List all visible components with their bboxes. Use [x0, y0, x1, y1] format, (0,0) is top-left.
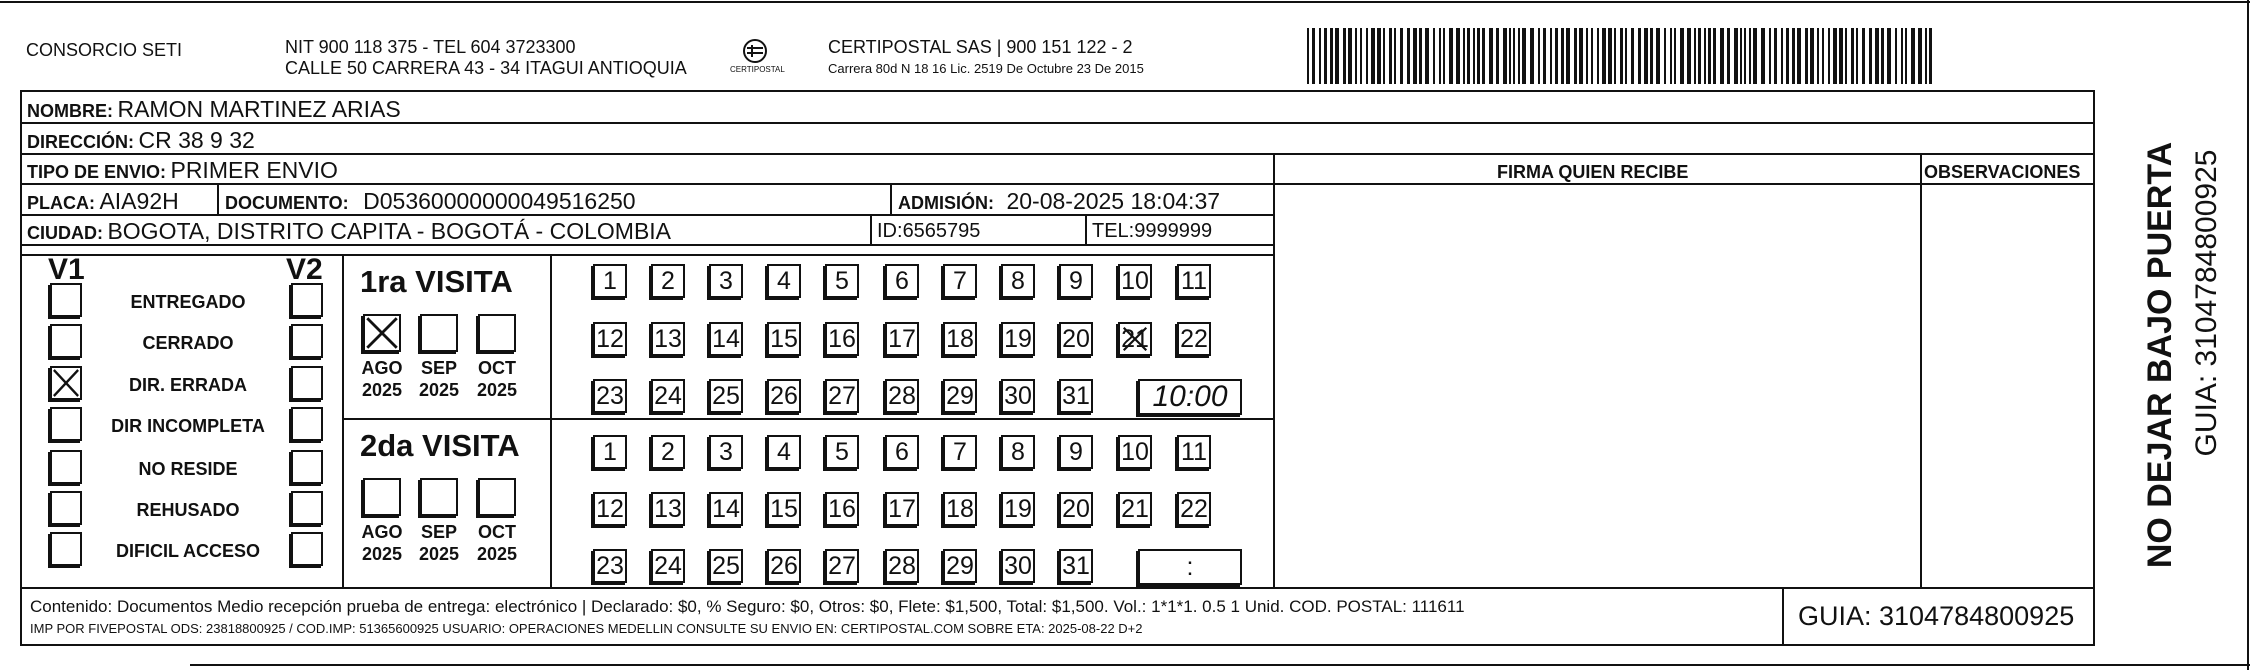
col-line — [342, 254, 344, 587]
row-line — [20, 254, 1273, 256]
visit-title: 1ra VISITA — [360, 264, 513, 299]
day-number: 27 — [828, 551, 856, 580]
nombre-field — [27, 98, 401, 121]
placa-field — [27, 190, 179, 213]
month-label: OCT 2025 — [476, 522, 518, 564]
month-label: SEP 2025 — [418, 358, 460, 400]
day-x-mark — [1122, 326, 1148, 352]
day-number: 12 — [596, 494, 624, 523]
day-number: 3 — [719, 266, 733, 295]
admision-value: 20-08-2025 18:04:37 — [1006, 188, 1221, 214]
visit-time-field[interactable]: : — [1138, 549, 1242, 585]
day-number: 14 — [712, 324, 740, 353]
col-line — [1085, 214, 1087, 244]
status-label: REHUSADO — [136, 500, 240, 520]
status-v1-checkbox[interactable] — [50, 532, 82, 566]
day-number: 17 — [888, 324, 916, 353]
day-cell[interactable] — [1001, 322, 1035, 356]
direccion-label: DIRECCIÓN: — [27, 132, 134, 152]
day-cell[interactable] — [593, 264, 627, 298]
day-number: 3 — [719, 437, 733, 466]
visit-separator — [342, 418, 1273, 420]
day-cell[interactable] — [1001, 264, 1035, 298]
day-number: 7 — [953, 437, 967, 466]
nit-line: NIT 900 118 375 - TEL 604 3723300 — [285, 37, 576, 57]
id-label: ID: — [877, 220, 903, 242]
status-label: DIFICIL ACCESO — [115, 541, 261, 561]
day-cell[interactable] — [885, 264, 919, 298]
direccion-value: CR 38 9 32 — [138, 127, 255, 153]
observaciones-header: OBSERVACIONES — [1924, 162, 2081, 182]
visit-title: 2da VISITA — [360, 428, 520, 463]
day-cell[interactable] — [651, 492, 685, 526]
day-number: 26 — [770, 381, 798, 410]
month-checkbox[interactable] — [420, 314, 458, 352]
month-checkbox[interactable] — [420, 478, 458, 516]
day-cell[interactable] — [709, 549, 743, 583]
day-cell[interactable] — [943, 435, 977, 469]
status-v2-checkbox[interactable] — [291, 407, 323, 441]
day-number: 11 — [1181, 437, 1207, 466]
day-cell[interactable] — [767, 379, 801, 413]
day-number: 1 — [603, 437, 617, 466]
day-cell[interactable] — [1059, 435, 1093, 469]
day-number: 21 — [1121, 324, 1149, 353]
day-number: 29 — [946, 551, 974, 580]
month-checkbox[interactable] — [363, 478, 401, 516]
day-cell[interactable] — [1118, 264, 1152, 298]
admision-field — [898, 190, 1220, 213]
day-number: 23 — [596, 551, 624, 580]
day-cell[interactable] — [825, 264, 859, 298]
row-line — [20, 244, 1273, 246]
day-cell[interactable] — [593, 492, 627, 526]
month-label: SEP 2025 — [418, 522, 460, 564]
col-line — [1782, 587, 1784, 644]
status-v2-checkbox[interactable] — [291, 532, 323, 566]
day-number: 2 — [661, 437, 675, 466]
status-v2-checkbox[interactable] — [291, 324, 323, 358]
status-label: ENTREGADO — [130, 292, 246, 312]
status-v1-checkbox[interactable] — [50, 283, 82, 317]
day-number: 31 — [1062, 551, 1090, 580]
day-cell[interactable] — [593, 549, 627, 583]
footer-guia: GUIA: 3104784800925 — [1798, 601, 2075, 631]
v1-header: V1 — [48, 253, 85, 286]
day-number: 25 — [712, 381, 740, 410]
day-number: 9 — [1069, 266, 1083, 295]
day-cell[interactable] — [885, 435, 919, 469]
day-cell[interactable] — [709, 379, 743, 413]
day-cell[interactable] — [1059, 492, 1093, 526]
page-right-border — [2247, 0, 2249, 670]
day-number: 16 — [828, 324, 856, 353]
day-number: 6 — [895, 266, 909, 295]
status-v1-checkbox[interactable] — [50, 407, 82, 441]
day-number: 10 — [1121, 266, 1149, 295]
day-number: 4 — [777, 266, 791, 295]
page-bottom-line — [190, 664, 2250, 666]
month-label: AGO 2025 — [361, 522, 403, 564]
day-number: 9 — [1069, 437, 1083, 466]
status-v2-checkbox[interactable] — [291, 366, 323, 400]
day-number: 26 — [770, 551, 798, 580]
day-number: 15 — [770, 324, 798, 353]
day-number: 28 — [888, 551, 916, 580]
day-number: 23 — [596, 381, 624, 410]
row-line — [20, 122, 2095, 124]
day-cell[interactable] — [943, 549, 977, 583]
day-cell[interactable] — [1059, 549, 1093, 583]
day-cell[interactable] — [593, 322, 627, 356]
day-number: 18 — [946, 494, 974, 523]
side-guia: GUIA: 3104784800925 — [2190, 149, 2223, 457]
day-number: 5 — [835, 266, 849, 295]
day-number: 19 — [1004, 324, 1032, 353]
day-cell[interactable] — [885, 549, 919, 583]
footer-imp: IMP POR FIVEPOSTAL ODS: 23818800925 / COD.IMP: 51365600925 USUARIO: OPERACIONES MEDELLIN CONSULTE SU ENVIO EN: CERTIPOSTAL.COM SOBRE ETA: 2025-08-22 D+2 — [30, 621, 1143, 636]
day-number: 11 — [1181, 266, 1207, 295]
status-label: DIR. ERRADA — [128, 375, 248, 395]
barcode — [1307, 28, 1937, 84]
day-cell[interactable] — [767, 492, 801, 526]
day-cell[interactable] — [1001, 492, 1035, 526]
day-number: 24 — [654, 551, 682, 580]
col-line — [550, 254, 552, 587]
day-number: 14 — [712, 494, 740, 523]
day-cell[interactable] — [1118, 492, 1152, 526]
day-number: 6 — [895, 437, 909, 466]
status-v1-checkbox[interactable] — [50, 450, 82, 484]
day-cell[interactable] — [651, 379, 685, 413]
tel-value: 9999999 — [1134, 220, 1213, 242]
logo-text: CERTIPOSTAL — [730, 65, 785, 74]
status-label: CERRADO — [142, 333, 234, 353]
day-cell[interactable] — [1177, 435, 1211, 469]
day-cell[interactable] — [825, 492, 859, 526]
certipostal-logo — [730, 36, 785, 86]
day-cell[interactable] — [1059, 264, 1093, 298]
id-value: 6565795 — [902, 220, 981, 242]
day-cell[interactable] — [825, 435, 859, 469]
ciudad-label: CIUDAD: — [27, 223, 103, 243]
day-cell[interactable] — [825, 379, 859, 413]
footer-content: Contenido: Documentos Medio recepción prueba de entrega: electrónico | Declarado: $0, % Seguro: $0, Otros: $0, Flete: $1,500, Total: $1,500. Vol.: 1*1*1. 0.5 1 Unid. COD. POSTAL: 111611 — [30, 597, 1465, 616]
day-cell[interactable] — [767, 549, 801, 583]
nombre-label: NOMBRE: — [27, 101, 113, 121]
day-number: 8 — [1011, 437, 1025, 466]
day-cell[interactable] — [1059, 379, 1093, 413]
side-warning: NO DEJAR BAJO PUERTA — [2141, 141, 2179, 569]
visit-time-field[interactable]: 10:00 — [1138, 379, 1242, 415]
day-cell[interactable] — [593, 379, 627, 413]
day-number: 25 — [712, 551, 740, 580]
day-cell[interactable] — [593, 435, 627, 469]
day-number: 10 — [1121, 437, 1149, 466]
id-field — [877, 221, 980, 241]
status-v2-checkbox[interactable] — [291, 450, 323, 484]
day-cell[interactable] — [885, 322, 919, 356]
documento-field — [225, 190, 636, 213]
day-cell[interactable] — [825, 549, 859, 583]
day-number: 17 — [888, 494, 916, 523]
placa-label: PLACA: — [27, 193, 95, 213]
day-cell[interactable] — [1001, 435, 1035, 469]
status-v2-checkbox[interactable] — [291, 283, 323, 317]
day-number: 4 — [777, 437, 791, 466]
row-line — [20, 153, 2095, 155]
day-number: 15 — [770, 494, 798, 523]
col-line — [870, 214, 872, 244]
day-cell[interactable] — [709, 435, 743, 469]
day-number: 19 — [1004, 494, 1032, 523]
day-number: 18 — [946, 324, 974, 353]
day-cell[interactable] — [943, 264, 977, 298]
day-number: 27 — [828, 381, 856, 410]
day-cell[interactable] — [709, 322, 743, 356]
day-cell[interactable] — [767, 322, 801, 356]
day-number: 1 — [603, 266, 617, 295]
direccion-field — [27, 129, 255, 152]
col-line — [217, 183, 219, 214]
status-label: DIR INCOMPLETA — [111, 416, 265, 436]
address-line: CALLE 50 CARRERA 43 - 34 ITAGUI ANTIOQUIA — [285, 58, 687, 78]
day-cell[interactable] — [651, 264, 685, 298]
day-number: 31 — [1062, 381, 1090, 410]
day-cell[interactable] — [825, 322, 859, 356]
ciudad-field — [27, 220, 671, 243]
month-checkbox[interactable] — [363, 314, 401, 352]
day-cell[interactable] — [709, 264, 743, 298]
day-number: 30 — [1004, 381, 1032, 410]
day-cell[interactable] — [885, 492, 919, 526]
certipostal-line: CERTIPOSTAL SAS | 900 151 122 - 2 — [828, 37, 1133, 57]
day-number: 28 — [888, 381, 916, 410]
tel-field — [1092, 221, 1212, 241]
day-cell[interactable] — [1001, 379, 1035, 413]
firma-header: FIRMA QUIEN RECIBE — [1497, 162, 1689, 182]
placa-value: AIA92H — [99, 188, 179, 214]
day-cell[interactable] — [1177, 492, 1211, 526]
day-number: 22 — [1180, 494, 1208, 523]
day-cell[interactable] — [885, 379, 919, 413]
day-number: 20 — [1062, 324, 1090, 353]
day-cell[interactable] — [1001, 549, 1035, 583]
documento-value: D05360000000049516250 — [363, 188, 636, 214]
v2-header: V2 — [286, 253, 323, 286]
status-v1-checkbox[interactable] — [50, 324, 82, 358]
ciudad-value: BOGOTA, DISTRITO CAPITA - BOGOTÁ - COLOMBIA — [107, 218, 672, 244]
row-line — [20, 183, 2095, 185]
month-label: AGO 2025 — [361, 358, 403, 400]
month-label: OCT 2025 — [476, 358, 518, 400]
day-cell[interactable] — [651, 435, 685, 469]
tipo-value: PRIMER ENVIO — [170, 157, 338, 183]
day-cell[interactable] — [767, 435, 801, 469]
month-checkbox[interactable] — [478, 478, 516, 516]
day-number: 5 — [835, 437, 849, 466]
grid-bottom — [20, 644, 2095, 646]
license-line: Carrera 80d N 18 16 Lic. 2519 De Octubre 23 De 2015 — [828, 61, 1144, 76]
day-number: 22 — [1180, 324, 1208, 353]
firma-area[interactable] — [1275, 186, 1918, 586]
tel-label: TEL: — [1092, 220, 1135, 242]
grid-top — [20, 90, 2095, 92]
observaciones-area[interactable] — [1922, 186, 2092, 586]
day-cell[interactable] — [651, 549, 685, 583]
day-cell[interactable] — [709, 492, 743, 526]
day-number: 21 — [1121, 494, 1149, 523]
grid-right — [2093, 90, 2095, 646]
status-v1-checkbox[interactable] — [50, 366, 82, 400]
day-cell[interactable] — [1118, 435, 1152, 469]
admision-label: ADMISIÓN: — [898, 193, 994, 213]
day-cell[interactable] — [1118, 322, 1152, 356]
day-cell[interactable] — [943, 379, 977, 413]
grid-left — [20, 90, 22, 646]
day-number: 7 — [953, 266, 967, 295]
col-line — [890, 183, 892, 214]
tipo-envio-field — [27, 159, 338, 182]
day-number: 29 — [946, 381, 974, 410]
day-number: 24 — [654, 381, 682, 410]
page-top-border — [0, 1, 2250, 3]
day-number: 2 — [661, 266, 675, 295]
day-number: 13 — [654, 494, 682, 523]
day-number: 13 — [654, 324, 682, 353]
month-checkbox[interactable] — [478, 314, 516, 352]
day-number: 8 — [1011, 266, 1025, 295]
status-label: NO RESIDE — [138, 459, 238, 479]
day-cell[interactable] — [1177, 264, 1211, 298]
day-number: 20 — [1062, 494, 1090, 523]
nombre-value: RAMON MARTINEZ ARIAS — [117, 96, 401, 122]
status-v2-checkbox[interactable] — [291, 491, 323, 525]
day-number: 30 — [1004, 551, 1032, 580]
day-cell[interactable] — [1059, 322, 1093, 356]
status-v1-checkbox[interactable] — [50, 491, 82, 525]
day-cell[interactable] — [1177, 322, 1211, 356]
day-cell[interactable] — [767, 264, 801, 298]
company-name: CONSORCIO SETI — [26, 40, 183, 60]
documento-label: DOCUMENTO: — [225, 193, 349, 213]
tipo-label: TIPO DE ENVIO: — [27, 162, 167, 182]
day-cell[interactable] — [943, 492, 977, 526]
day-number: 16 — [828, 494, 856, 523]
day-cell[interactable] — [651, 322, 685, 356]
day-number: 12 — [596, 324, 624, 353]
day-cell[interactable] — [943, 322, 977, 356]
